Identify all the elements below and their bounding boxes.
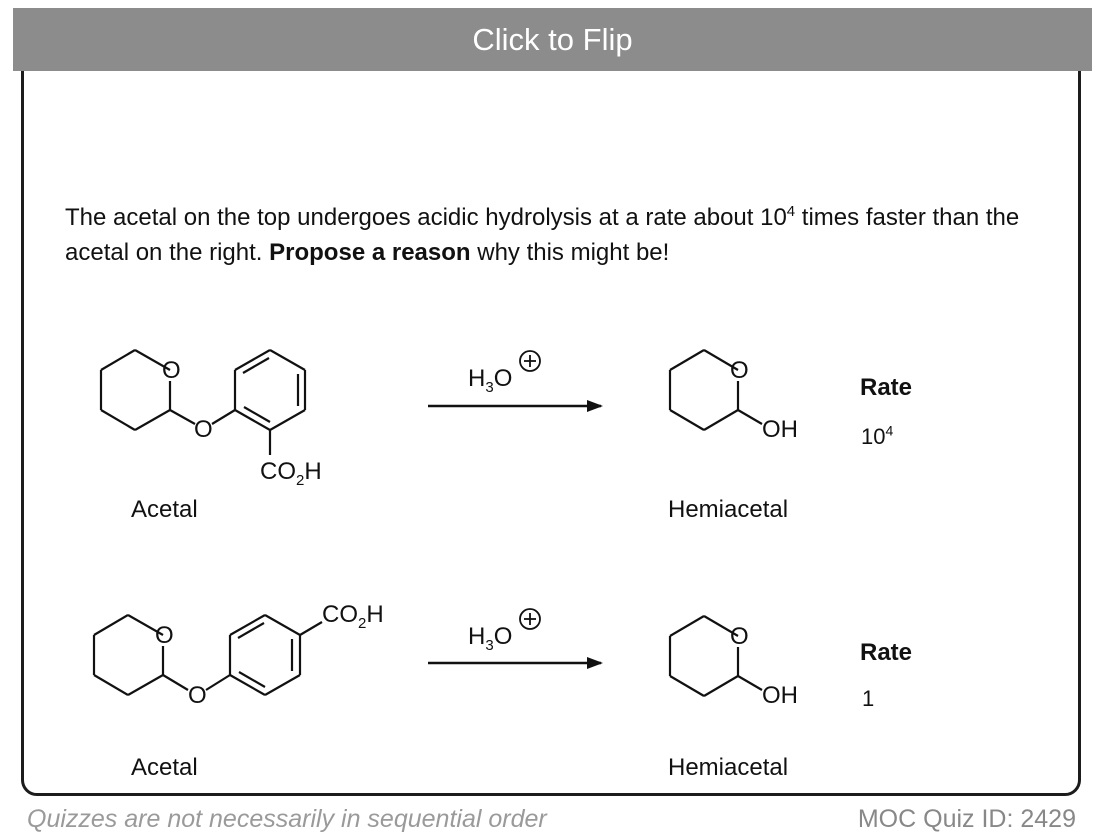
benzene-ring-reactant-2 [230,615,322,695]
ring-oxygen-label-1: O [162,357,181,384]
question-exponent: 4 [786,203,796,220]
rate-title-1: Rate [860,374,913,401]
rate-value-2: 1 [862,686,875,711]
ring-oxygen-label-2: O [155,622,174,649]
product-label-2: Hemiacetal [668,754,789,781]
carboxyl-group-1: $CO_2H$ [260,458,322,489]
sequence-disclaimer: Quizzes are not necessarily in sequential order [27,805,547,833]
hydroxyl-label-2: OH [762,682,798,709]
hemiacetal-ring-oxygen-1: O [730,357,749,384]
question-part3: why this might be! [470,239,670,266]
flip-button[interactable]: Click to Flip [13,8,1092,71]
question-bold: Propose a reason [269,239,471,266]
hemiacetal-ring-oxygen-2: O [730,623,749,650]
product-label-1: Hemiacetal [668,496,789,523]
quiz-id: MOC Quiz ID: 2429 [857,805,1076,833]
benzene-ring-reactant-1 [235,350,305,455]
ether-oxygen-label-1: O [194,416,213,443]
question-part2: times faster than the acetal on the right. [65,204,1020,266]
reagent-h3o-1: $H_3O$ [468,365,513,396]
carboxyl-group-2: $CO_2H$ [322,601,384,632]
rate-value-1: $10^4$ [861,422,894,449]
ether-oxygen-label-2: O [188,682,207,709]
reactant-label-2: Acetal [131,754,198,781]
hydroxyl-label-1: OH [762,416,798,443]
plus-charge-icon-1 [520,351,540,371]
question-part1: The acetal on the top undergoes acidic hydrolysis at a rate about 10 [65,204,787,231]
rate-title-2: Rate [860,639,913,666]
plus-charge-icon-2 [520,609,540,629]
reagent-h3o-2: $H_3O$ [468,623,513,654]
reactant-label-1: Acetal [131,496,198,523]
